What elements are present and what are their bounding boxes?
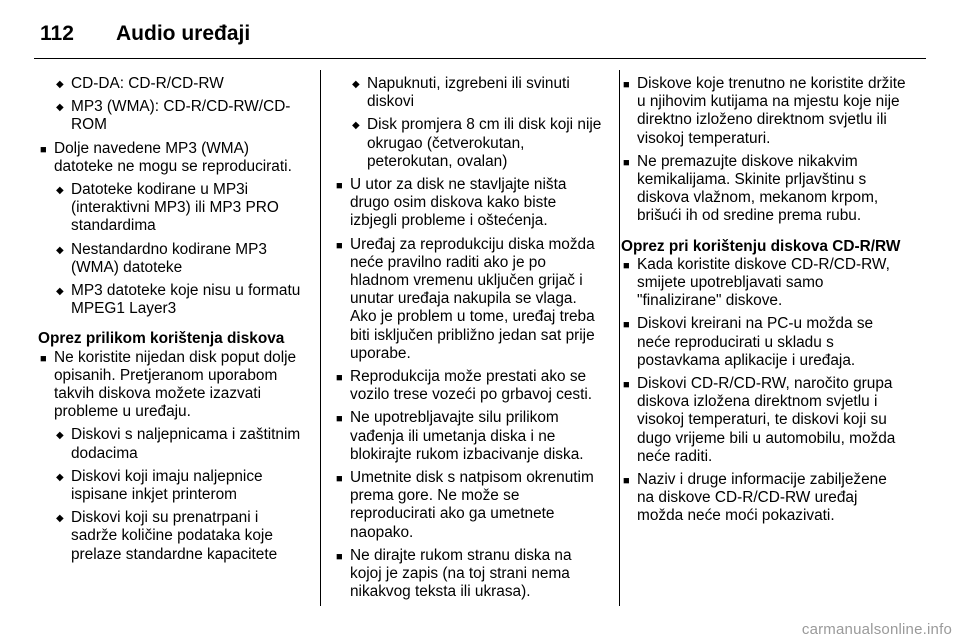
diamond-bullet-icon: ◆: [56, 430, 64, 442]
diamond-bullet-icon: ◆: [56, 102, 64, 114]
list-item: ■ Ne koristite nijedan disk poput dolje opisanih. Pretjeranom uporabom takvih diskova možete izazvati probleme u uređaju.: [40, 348, 297, 421]
square-bullet-icon: ■: [336, 413, 343, 426]
column-2: [334, 75, 606, 606]
diamond-bullet-icon: ◆: [56, 513, 64, 525]
list-item: ◆ Napuknuti, izgrebeni ili svinuti diskovi: [352, 75, 570, 111]
list-item: ◆ Diskovi koji su prenatrpani i sadrže količine podataka koje prelaze standardne kapacitete: [56, 509, 278, 563]
square-bullet-icon: ■: [623, 319, 630, 332]
list-item: ■ Diskovi CD-R/CD-RW, naročito grupa diskova izložena direktnom svjetlu i visokoj temperaturi, te diskovi koji su dugo vrijeme bili u automobilu, možda neće raditi.: [623, 375, 896, 465]
diamond-bullet-icon: ◆: [56, 244, 64, 256]
list-item: ◆ Diskovi koji imaju naljepnice ispisane inkjet printerom: [56, 467, 263, 504]
list-item: ■ Kada koristite diskove CD-R/CD-RW, smijete upotrebljavati samo "finalizirane" diskove.: [623, 255, 890, 310]
square-bullet-icon: ■: [623, 79, 630, 91]
diamond-bullet-icon: ◆: [56, 185, 64, 197]
list-item: ■ Diskovi kreirani na PC-u možda se neće reproducirati u skladu s postavkama aplikacije i uređaja.: [623, 315, 874, 369]
list-item: ◆ MP3 (WMA): CD-R/CD-RW/CD-ROM: [56, 98, 291, 134]
square-bullet-icon: ■: [40, 143, 47, 156]
list-item: ◆ Disk promjera 8 cm ili disk koji nije okrugao (četverokutan, peterokutan, ovalan): [352, 116, 602, 170]
diamond-bullet-icon: ◆: [56, 79, 64, 90]
list-item: ◆ CD-DA: CD-R/CD-RW: [38, 75, 306, 93]
square-bullet-icon: ■: [336, 550, 343, 563]
diamond-bullet-icon: ◆: [352, 79, 360, 90]
list-item: ■ Ne dirajte rukom stranu diska na kojoj je zapis (na toj strani nema nikakvog teksta ili ukrasa).: [336, 546, 572, 601]
list-item: ■ Reprodukcija može prestati ako se vozilo trese vozeći po grbavoj cesti.: [336, 368, 593, 404]
list-item: ◆ MP3 datoteke koje nisu u formatu MPEG1 Layer3: [56, 282, 301, 318]
square-bullet-icon: ■: [623, 156, 630, 169]
diamond-bullet-icon: ◆: [352, 120, 360, 132]
page-header: [40, 14, 250, 54]
page-title: Audio uređaji: [116, 22, 251, 45]
square-bullet-icon: ■: [623, 379, 630, 392]
column-divider-2: [619, 70, 620, 606]
section-heading: Oprez prilikom korištenja diskova: [38, 330, 285, 348]
list-item: ■ Ne upotrebljavajte silu prilikom vađenja ili umetanja diska i ne blokirajte rukom izbacivanje diska.: [336, 409, 584, 463]
list-item: ■ Dolje navedene MP3 (WMA) datoteke ne mogu se reproducirati.: [40, 139, 292, 175]
list-item: ■ Diskove koje trenutno ne koristite držite u njihovim kutijama na mjestu koje nije direktno izloženo direktnom svjetlu ili visokoj temperaturi.: [623, 75, 906, 147]
list-item: ■ Uređaj za reprodukciju diska možda neće pravilno raditi ako je po hladnom vremenu uključen grijač i unutar uređaja nakupila se vlaga. Ako je problem u tome, uređaj treba biti isključen približno jedan sat prije uporabe.: [336, 235, 595, 362]
list-item: ■ Naziv i druge informacije zabilježene na diskove CD-R/CD-RW uređaj možda neće moći pokazivati.: [623, 471, 887, 525]
column-divider-1: [320, 70, 321, 606]
square-bullet-icon: ■: [336, 473, 343, 486]
square-bullet-icon: ■: [40, 352, 47, 365]
diamond-bullet-icon: ◆: [56, 471, 64, 483]
column-3: [621, 75, 906, 531]
list-item: ◆ Datoteke kodirane u MP3i (interaktivni MP3) ili MP3 PRO standardima: [56, 181, 279, 235]
list-item: ■ Ne premazujte diskove nikakvim kemikalijama. Skinite prljavštinu s diskova vlažnom, mekanom krpom, brišući ih od sredine prema rubu.: [623, 152, 879, 225]
square-bullet-icon: ■: [336, 239, 343, 252]
section-heading: Oprez pri korištenju diskova CD-R/RW: [621, 237, 901, 255]
square-bullet-icon: ■: [623, 475, 630, 488]
square-bullet-icon: ■: [336, 372, 343, 385]
header-rule: [34, 58, 926, 59]
diamond-bullet-icon: ◆: [56, 286, 64, 298]
list-item: ■ U utor za disk ne stavljajte ništa drugo osim diskova kako biste izbjegli probleme i oštećenja.: [336, 176, 567, 230]
list-item: ◆ Diskovi s naljepnicama i zaštitnim dodacima: [56, 426, 301, 462]
square-bullet-icon: ■: [336, 180, 343, 193]
square-bullet-icon: ■: [623, 259, 630, 272]
list-item: ■ Umetnite disk s natpisom okrenutim prema gore. Ne može se reproducirati ako ga umetnete naopako.: [336, 469, 594, 541]
watermark: carmanualsonline.info: [801, 621, 952, 638]
page-number: 112: [40, 22, 74, 45]
list-item: ◆ Nestandardno kodirane MP3 (WMA) datoteke: [56, 240, 267, 276]
column-1: [38, 75, 306, 569]
